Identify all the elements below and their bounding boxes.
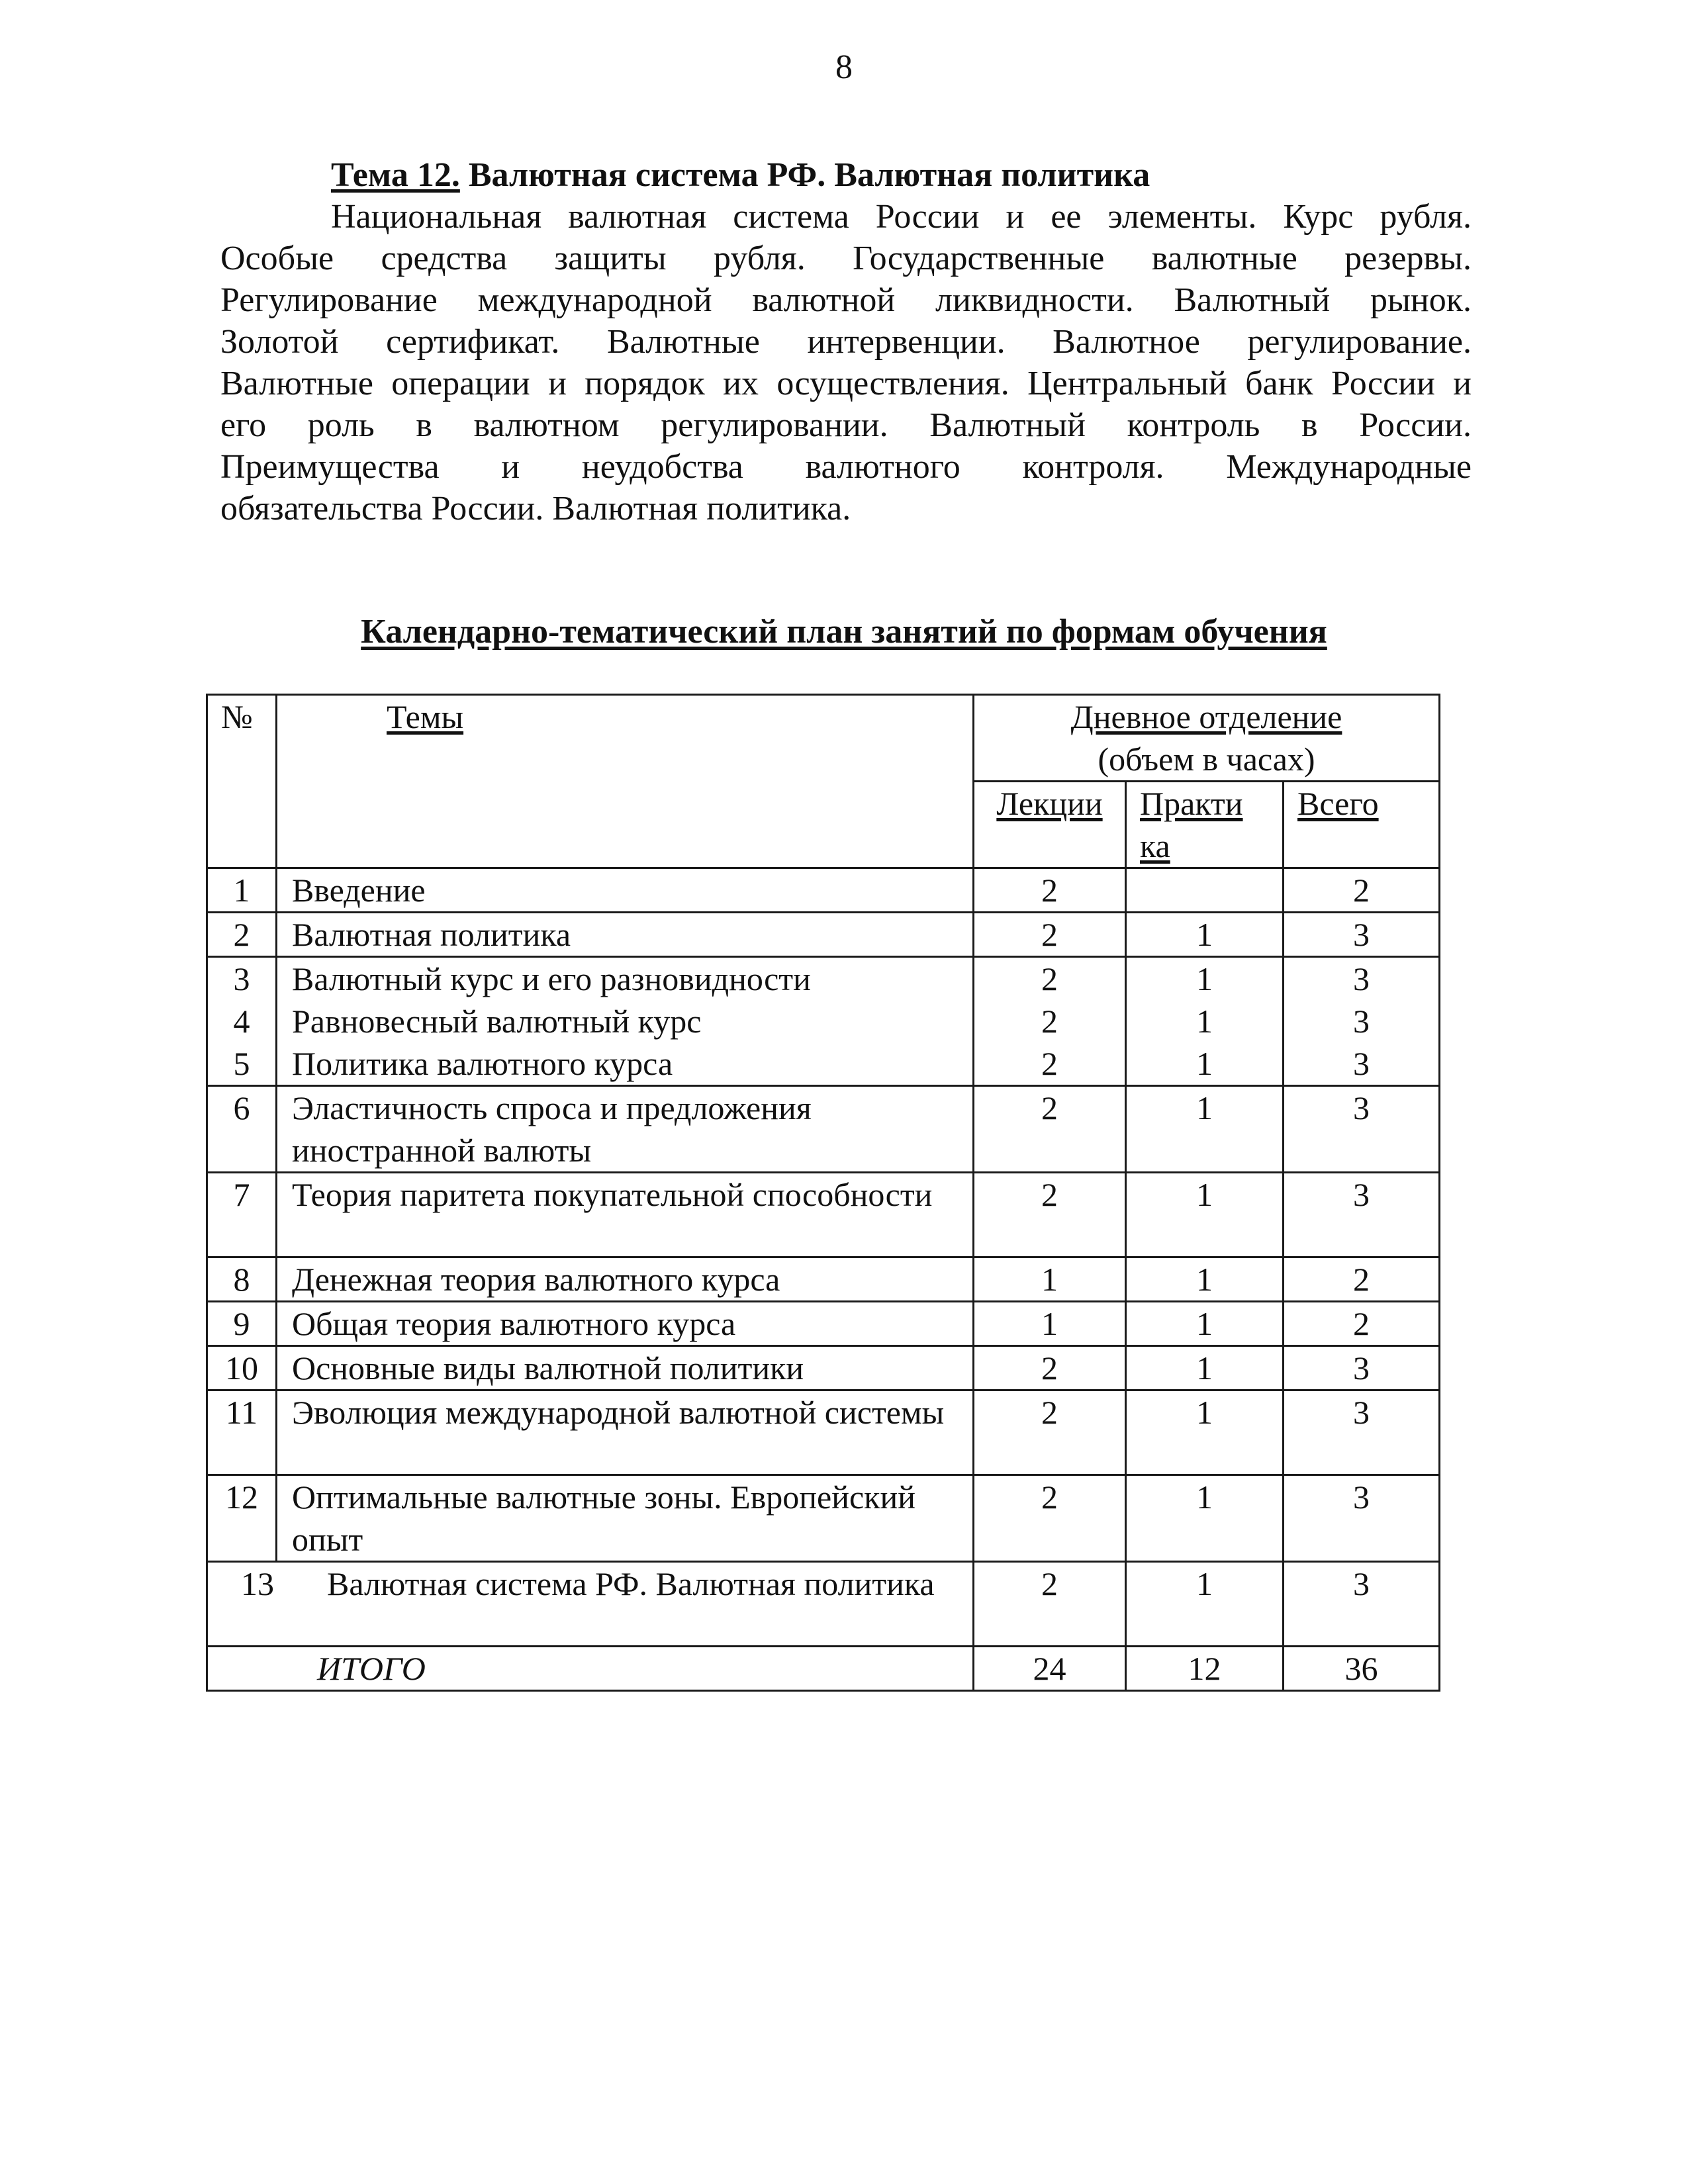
header-practice: Практи ка	[1126, 782, 1284, 868]
row-num: 7	[207, 1173, 277, 1257]
plan-table	[206, 694, 1440, 1692]
table-row	[207, 1475, 1440, 1562]
row-num: 9	[207, 1302, 277, 1346]
topic-label: Тема 12.	[331, 156, 460, 194]
row-practice: 1	[1126, 913, 1284, 957]
row-topic: Денежная теория валютного курса	[277, 1257, 974, 1302]
header-topics: Темы	[277, 695, 974, 868]
row-num: 8	[207, 1257, 277, 1302]
table-row-group	[207, 957, 1440, 1086]
total-lectures: 24	[974, 1647, 1126, 1691]
row-total: 3	[1284, 1346, 1440, 1390]
table-row	[207, 913, 1440, 957]
row-lectures: 2	[974, 1475, 1126, 1562]
row-total: 3	[1284, 1086, 1440, 1173]
topic-text-line: обязательства России. Валютная политика.	[220, 490, 851, 527]
total-practice: 12	[1126, 1647, 1284, 1691]
topic-heading	[331, 154, 1150, 197]
total-total: 36	[1284, 1647, 1440, 1691]
row-practice: 1	[1126, 1346, 1284, 1390]
row-lectures: 2	[974, 868, 1126, 913]
topic-text-line: Национальная валютная система России и ее элементы. Курс рубля.	[331, 198, 1472, 236]
row-total: 2	[1284, 1302, 1440, 1346]
row-total: 3	[1284, 1475, 1440, 1562]
row-num-group: 3 4 5	[207, 957, 277, 1086]
row-num: 2	[207, 913, 277, 957]
row-topic-merged	[207, 1562, 974, 1647]
row-practice	[1126, 868, 1284, 913]
topic-text-line: Преимущества и неудобства валютного контроля. Международные	[220, 448, 1472, 486]
row-lectures-group: 2 2 2	[974, 957, 1126, 1086]
row-practice: 1	[1126, 1390, 1284, 1475]
header-day-department: Дневное отделение (объем в часах)	[974, 695, 1440, 782]
table-row	[207, 868, 1440, 913]
row-lectures: 2	[974, 1173, 1126, 1257]
row-num: 12	[207, 1475, 277, 1562]
row-topic: Оптимальные валютные зоны. Европейский опыт	[277, 1475, 974, 1562]
row-total: 3	[1284, 1173, 1440, 1257]
row-practice: 1	[1126, 1173, 1284, 1257]
header-lectures: Лекции	[974, 782, 1126, 868]
row-lectures: 2	[974, 1346, 1126, 1390]
topic-text-line: Особые средства защиты рубля. Государственные валютные резервы.	[220, 240, 1472, 277]
row-lectures: 2	[974, 1562, 1126, 1647]
row-total-group: 3 3 3	[1284, 957, 1440, 1086]
row-lectures: 1	[974, 1302, 1126, 1346]
row-topic: Эволюция международной валютной системы	[277, 1390, 974, 1475]
row-topic: Введение	[277, 868, 974, 913]
row-topic: Теория паритета покупательной способности	[277, 1173, 974, 1257]
topic-text-line: Валютные операции и порядок их осуществления. Центральный банк России и	[220, 365, 1472, 402]
row-topic: Основные виды валютной политики	[277, 1346, 974, 1390]
row-lectures: 2	[974, 1086, 1126, 1173]
header-num: №	[207, 695, 277, 868]
row-num: 6	[207, 1086, 277, 1173]
row-topic-group: Валютный курс и его разновидности Равновесный валютный курс Политика валютного курса	[277, 957, 974, 1086]
row-lectures: 1	[974, 1257, 1126, 1302]
row-lectures: 2	[974, 913, 1126, 957]
header-total: Всего	[1284, 782, 1440, 868]
topic-text-line: Регулирование международной валютной ликвидности. Валютный рынок.	[220, 281, 1472, 319]
row-num: 13	[241, 1565, 274, 1602]
table-row	[207, 1346, 1440, 1390]
plan-title: Календарно-тематический план занятий по формам обучения	[361, 613, 1327, 651]
table-row	[207, 1562, 1440, 1647]
table-row	[207, 1173, 1440, 1257]
total-label: ИТОГО	[207, 1647, 974, 1691]
row-num: 10	[207, 1346, 277, 1390]
row-practice: 1	[1126, 1086, 1284, 1173]
row-practice: 1	[1126, 1562, 1284, 1647]
row-practice: 1	[1126, 1302, 1284, 1346]
row-total: 3	[1284, 1562, 1440, 1647]
total-row	[207, 1647, 1440, 1691]
page-number: 8	[835, 48, 853, 86]
row-practice: 1	[1126, 1257, 1284, 1302]
row-num: 11	[207, 1390, 277, 1475]
row-topic: Общая теория валютного курса	[277, 1302, 974, 1346]
table-row	[207, 1302, 1440, 1346]
table-row	[207, 1390, 1440, 1475]
row-num: 1	[207, 868, 277, 913]
row-topic: Эластичность спроса и предложения иностранной валюты	[277, 1086, 974, 1173]
row-total: 3	[1284, 1390, 1440, 1475]
topic-title: Валютная система РФ. Валютная политика	[459, 156, 1150, 194]
row-total: 2	[1284, 1257, 1440, 1302]
row-lectures: 2	[974, 1390, 1126, 1475]
topic-text-line: его роль в валютном регулировании. Валютный контроль в России.	[220, 406, 1472, 444]
row-topic: Валютная политика	[277, 913, 974, 957]
table-row	[207, 1086, 1440, 1173]
row-topic: Валютная система РФ. Валютная политика	[327, 1565, 935, 1602]
row-total: 3	[1284, 913, 1440, 957]
row-practice: 1	[1126, 1475, 1284, 1562]
row-total: 2	[1284, 868, 1440, 913]
table-row	[207, 1257, 1440, 1302]
row-practice-group: 1 1 1	[1126, 957, 1284, 1086]
topic-text-line: Золотой сертификат. Валютные интервенции. Валютное регулирование.	[220, 323, 1472, 361]
